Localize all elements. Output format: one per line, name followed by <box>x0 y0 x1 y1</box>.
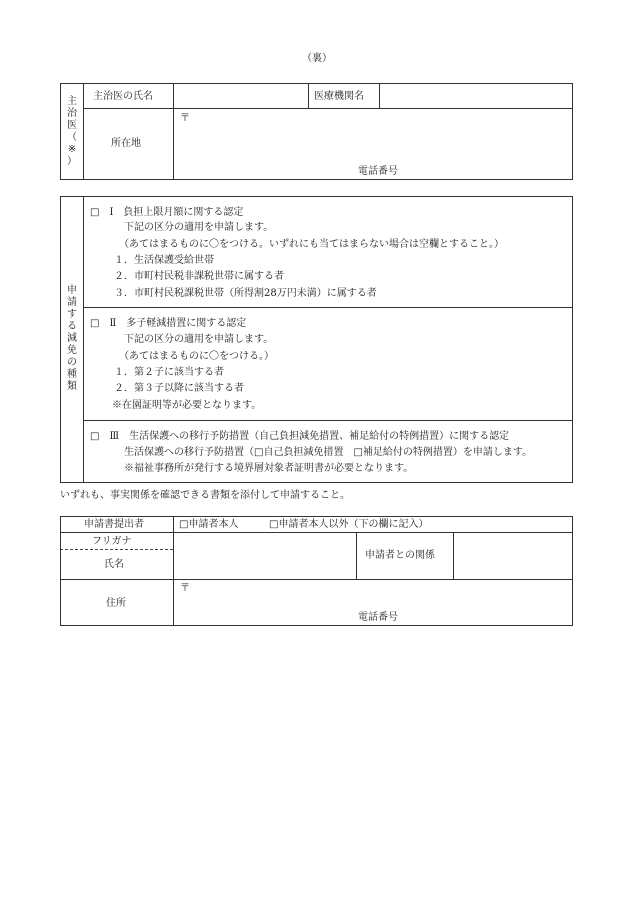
doctor-name-field[interactable] <box>175 85 306 106</box>
section2-line1: 下記の区分の適用を申請します。 <box>124 334 274 345</box>
section2-note: ※在園証明等が必要となります。 <box>112 400 262 411</box>
section1-item3[interactable]: ３．市町村民税課税世帯（所得割28万円未満）に属する者 <box>114 288 377 299</box>
attachment-note: いずれも、事実関係を確認できる書類を添付して申請すること。 <box>60 490 350 501</box>
section1-line1: 下記の区分の適用を申請します。 <box>124 222 274 233</box>
address-postal-mark: 〒 <box>180 583 190 594</box>
page-side-label: （裏） <box>302 53 332 64</box>
furigana-label: フリガナ <box>92 536 132 547</box>
doctor-side-label: 主 治 医 （ ※ ） <box>67 96 77 167</box>
section1-item2[interactable]: ２．市町村民税非課税世帯に属する者 <box>114 271 284 282</box>
section2-title[interactable]: □ Ⅱ 多子軽減措置に関する認定 <box>90 318 247 329</box>
phone-label: 電話番号 <box>358 166 398 177</box>
section2-item1[interactable]: １．第２子に該当する者 <box>114 367 224 378</box>
relation-label: 申請者との関係 <box>365 550 435 561</box>
section3-note: ※福祉事務所が発行する境界層対象者証明書が必要となります。 <box>124 463 414 474</box>
submitter-option-self[interactable]: □申請者本人 <box>179 519 239 530</box>
section1-line2: （あてはまるものに〇をつける。いずれにも当てはまらない場合は空欄とすること。） <box>119 239 504 250</box>
section1-item1[interactable]: １．生活保護受給世帯 <box>114 255 214 266</box>
institution-label: 医療機関名 <box>314 91 364 102</box>
section2-item2[interactable]: ２．第３子以降に該当する者 <box>114 383 244 394</box>
postal-mark: 〒 <box>180 113 190 124</box>
name-label: 氏名 <box>104 559 124 570</box>
section3-line1[interactable]: 生活保護への移行予防措置（□自己負担減免措置 □補足給付の特例措置）を申請します。 <box>124 447 533 458</box>
furigana-field[interactable] <box>175 534 354 548</box>
address-phone-label: 電話番号 <box>358 612 398 623</box>
reduction-side-label: 申 請 す る 減 免 の 種 類 <box>67 285 77 392</box>
section1-title[interactable]: □ Ⅰ 負担上限月額に関する認定 <box>90 207 244 218</box>
address-label: 住所 <box>106 598 126 609</box>
location-label: 所在地 <box>111 138 141 149</box>
section3-title[interactable]: □ Ⅲ 生活保護への移行予防措置（自己負担減免措置、補足給付の特例措置）に関する認定 <box>90 431 510 442</box>
institution-field[interactable] <box>381 85 571 106</box>
name-field[interactable] <box>175 551 354 577</box>
section2-line2: （あてはまるものに〇をつける。） <box>119 351 274 362</box>
submitter-option-other[interactable]: □申請者本人以外（下の欄に記入） <box>269 519 429 530</box>
doctor-name-label: 主治医の氏名 <box>93 91 153 102</box>
submitter-label: 申請書提出者 <box>84 519 144 530</box>
relation-field[interactable] <box>455 534 571 577</box>
